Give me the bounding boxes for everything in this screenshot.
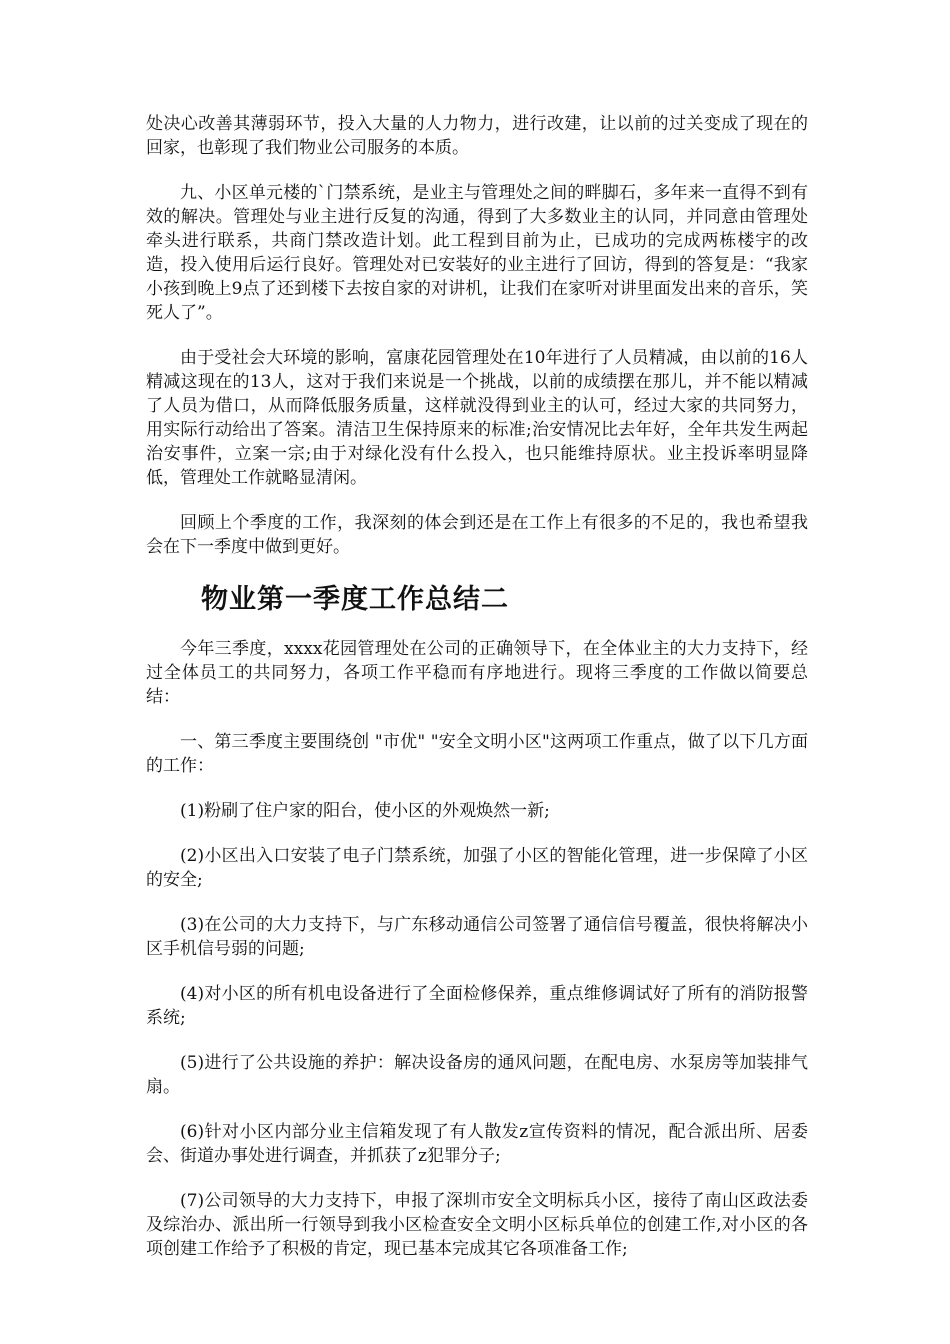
paragraph-review: 回顾上个季度的工作，我深刻的体会到还是在工作上有很多的不足的，我也希望我会在下一季度中做到更好。 [146, 513, 808, 557]
list-item-4: (4)对小区的所有机电设备进行了全面检修保养，重点维修调试好了所有的消防报警系统; [146, 984, 808, 1028]
paragraph-access-control: 九、小区单元楼的`门禁系统，是业主与管理处之间的畔脚石，多年来一直得不到有效的解决。管理处与业主进行反复的沟通，得到了大多数业主的认同，并同意由管理处牵头进行联系，共商门禁改造计划。此工程到目前为止，已成功的完成两栋楼宇的改造，投入使用后运行良好。管理处对已安装好的业主进行了回访，得到的答复是：“我家小孩到晚上9点了还到楼下去按自家的对讲机，让我们在家听对讲里面发出来的音乐，笑死人了”。 [146, 183, 808, 323]
list-item-5: (5)进行了公共设施的养护：解决设备房的通风问题，在配电房、水泵房等加装排气扇。 [146, 1053, 808, 1097]
list-item-1: (1)粉刷了住户家的阳台，使小区的外观焕然一新; [180, 801, 550, 821]
paragraph-intro: 今年三季度，xxxx花园管理处在公司的正确领导下，在全体业主的大力支持下，经过全体员工的共同努力，各项工作平稳而有序地进行。现将三季度的工作做以简要总结： [146, 639, 808, 707]
list-item-2: (2)小区出入口安装了电子门禁系统，加强了小区的智能化管理，进一步保障了小区的安全; [146, 846, 808, 890]
paragraph-continuation: 处决心改善其薄弱环节，投入大量的人力物力，进行改建，让以前的过关变成了现在的回家，也彰现了我们物业公司服务的本质。 [146, 114, 808, 158]
section-heading: 物业第一季度工作总结二 [201, 584, 509, 615]
list-item-3: (3)在公司的大力支持下，与广东移动通信公司签署了通信信号覆盖，很快将解决小区手机信号弱的问题; [146, 915, 808, 959]
paragraph-staff-reduction: 由于受社会大环境的影响，富康花园管理处在10年进行了人员精减，由以前的16人精减这现在的13人，这对于我们来说是一个挑战，以前的成绩摆在那儿，并不能以精减了人员为借口，从而降低服务质量，这样就没得到业主的认可，经过大家的共同努力，用实际行动给出了答案。清洁卫生保持原来的标准;治安情况比去年好，全年共发生两起治安事件，立案一宗;由于对绿化没有什么投入，也只能维持原状。业主投诉率明显降低，管理处工作就略显清闲。 [146, 348, 808, 488]
paragraph-section-one: 一、第三季度主要围绕创 "市优" "安全文明小区"这两项工作重点，做了以下几方面的工作： [146, 732, 808, 776]
list-item-7: (7)公司领导的大力支持下，申报了深圳市安全文明标兵小区，接待了南山区政法委及综治办、派出所一行领导到我小区检查安全文明小区标兵单位的创建工作,对小区的各项创建工作给予了积极的肯定，现已基本完成其它各项准备工作; [146, 1191, 808, 1259]
document-page [146, 112, 808, 1282]
list-item-6: (6)针对小区内部分业主信箱发现了有人散发z宣传资料的情况，配合派出所、居委会、街道办事处进行调查，并抓获了z犯罪分子; [146, 1122, 808, 1166]
